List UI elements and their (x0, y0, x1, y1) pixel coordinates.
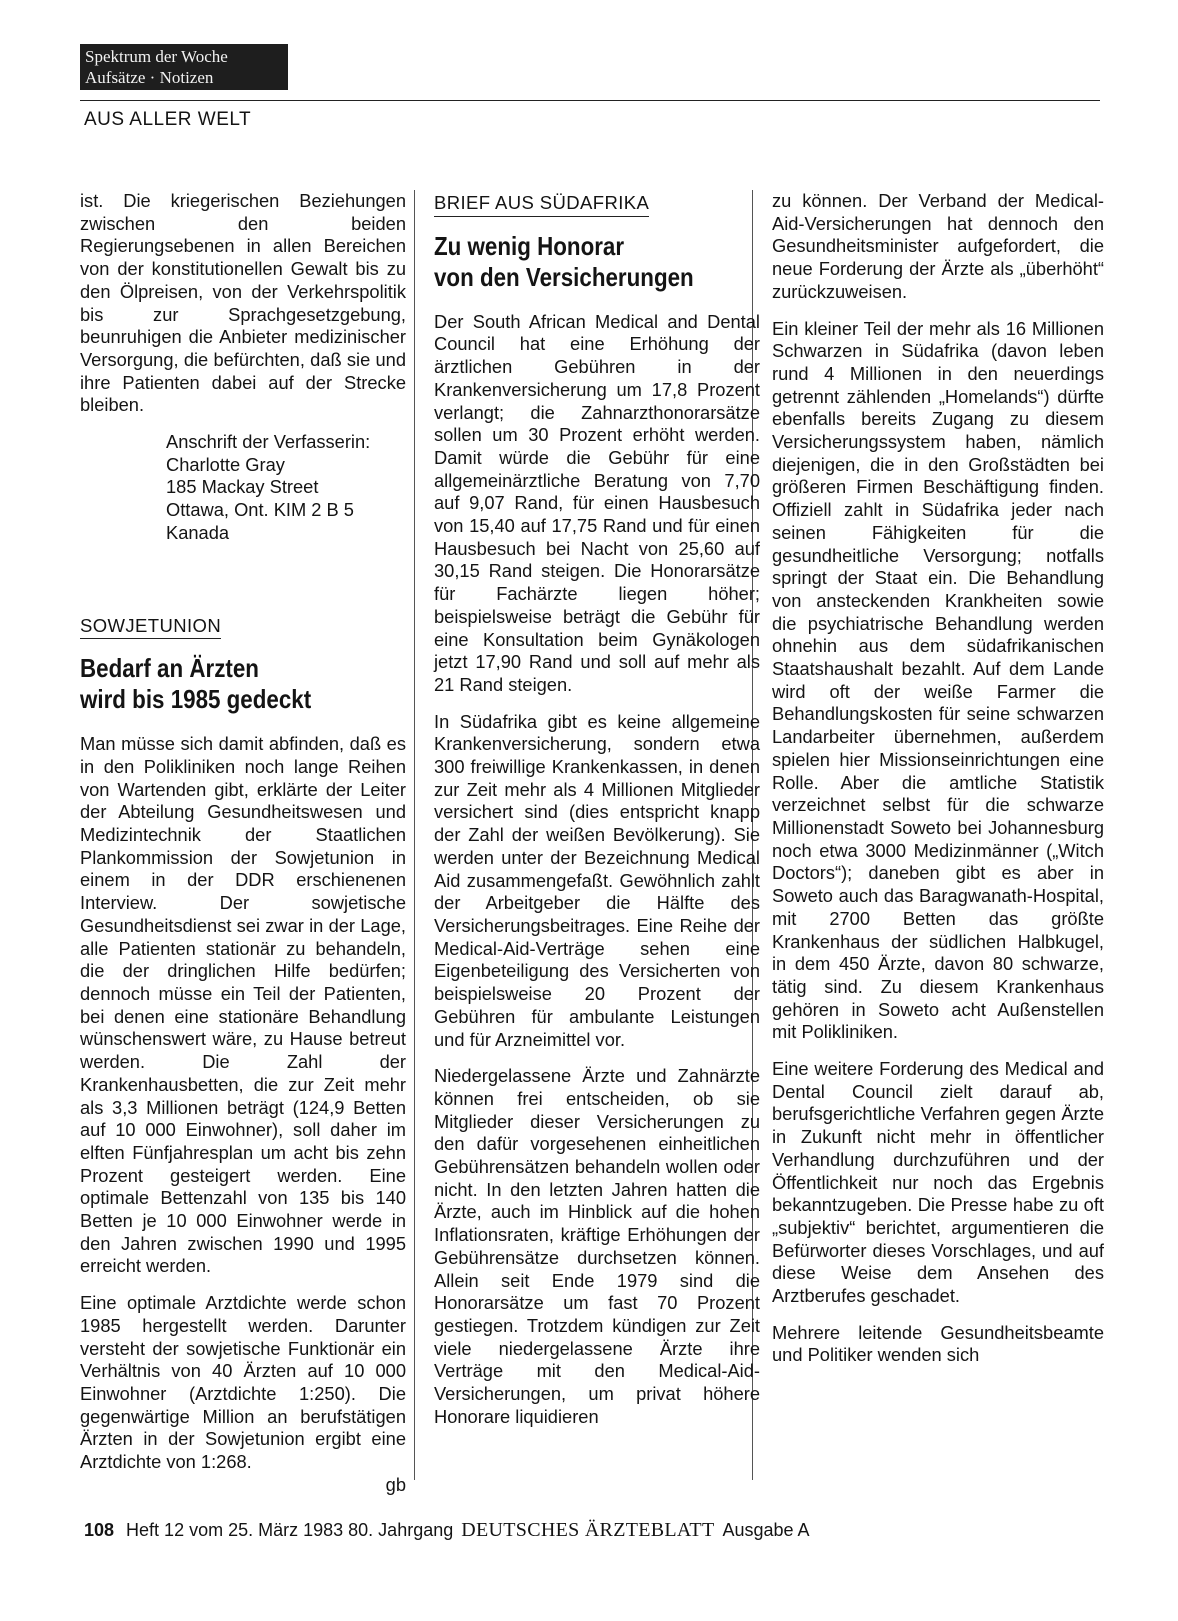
headline-line: Bedarf an Ärzten (80, 653, 259, 684)
paragraph: ist. Die kriegerischen Beziehungen zwischen den beiden Regierungsebenen in allen Bereichen von der konstitutionellen Gewalt bis zu den Ölpreisen, von der Verkehrspolitik bis zur Sprachgesetzgebung, beunruhigen die Anbieter medizinischer Versorgung, die befürchten, daß sie und ihre Patienten dabei auf der Strecke bleiben. (80, 190, 406, 416)
column-2 (434, 190, 760, 1442)
headline-line: wird bis 1985 gedeckt (80, 684, 312, 715)
author-address (166, 431, 406, 545)
paragraph: Man müsse sich damit abfinden, daß es in den Polikliniken noch lange Reihen von Wartenden gibt, erklärte der Leiter der Abteilung Gesundheitswesen und Medizintechnik der Staatlichen Plankommission der Sowjetunion in einem in der DDR erschienenen Interview. Der sowjetische Gesundheitsdienst sei zwar in der Lage, alle Patienten stationär zu behandeln, die der dringlichen Hilfe bedürfen; dennoch müsse ein Teil der Patienten, bei denen eine stationäre Behandlung wünschenswert wäre, zu Hause betreut werden. Die Zahl der Krankenhausbetten, die zur Zeit mehr als 3,3 Millionen beträgt (124,9 Betten auf 10 000 Einwohner), soll daher im elften Fünfjahresplan um acht bis zehn Prozent gesteigert werden. Eine optimale Bettenzahl von 135 bis 140 Betten je 10 000 Einwohner werde in den Jahren zwischen 1990 und 1995 erreicht werden. (80, 733, 406, 1277)
edition-label: Ausgabe A (722, 1520, 810, 1540)
address-line: 185 Mackay Street (166, 476, 319, 498)
article-headline (80, 653, 360, 715)
section-header-box (80, 44, 288, 90)
address-line: Ottawa, Ont. KIM 2 B 5 (166, 499, 354, 521)
column-divider-1 (414, 190, 415, 1480)
author-initials: gb (385, 1473, 406, 1495)
column-1 (80, 190, 406, 1496)
paragraph: Der South African Medical and Dental Council hat eine Erhöhung der ärztlichen Gebühren in der Krankenversicherung um 17,8 Prozent verlangt; die Zahnarzthonorarsätze sollen um 30 Prozent erhöht werden. Damit würde die Gebühr für eine allgemeinärztliche Beratung von 7,70 auf 9,07 Rand, für einen Hausbesuch von 15,40 auf 17,75 Rand und für einen Hausbesuch bei Nacht von 25,60 auf 30,15 Rand steigen. Die Honorarsätze für Fachärzte liegen höher; beispielsweise beträgt die Gebühr für eine Konsultation beim Gynäkologen jetzt 17,90 Rand und soll auf mehr als 21 Rand steigen. (434, 310, 760, 695)
address-line: Charlotte Gray (166, 453, 285, 475)
page-footer (84, 1519, 810, 1542)
article-kicker: BRIEF AUS SÜDAFRIKA (434, 192, 649, 217)
section-title: AUS ALLER WELT (84, 109, 252, 130)
header-rule (80, 100, 1100, 101)
author-signature-row (80, 1474, 406, 1497)
paragraph: Eine optimale Arztdichte werde schon 1985 hergestellt werden. Darunter versteht der sowjetische Funktionär ein Verhältnis von 40 Ärzten auf 10 000 Einwohner (Arztdichte 1:250). Die gegenwärtige Million an berufstätigen Ärzten in der Sowjetunion ergibt eine Arztdichte von 1:268. (80, 1292, 406, 1473)
paragraph: Eine weitere Forderung des Medical and Dental Council zielt darauf ab, berufsgerichtliche Verfahren gegen Ärzte in Zukunft nicht mehr in öffentlicher Verhandlung durchzuführen und der Öffentlichkeit nur noch das Ergebnis bekanntzugeben. Die Presse habe zu oft „subjektiv“ berichtet, argumentieren die Befürworter dieses Vorschlages, und auf diese Weise dem Ansehen des Arztberufes geschadet. (772, 1058, 1104, 1307)
paragraph: zu können. Der Verband der Medical-Aid-Versicherungen hat dennoch den Gesundheitsminister aufgefordert, die neue Forderung der Ärzte als „überhöht“ zurückzuweisen. (772, 190, 1104, 302)
page-number: 108 (84, 1520, 115, 1540)
paragraph: Mehrere leitende Gesundheitsbeamte und Politiker wenden sich (772, 1321, 1104, 1366)
address-line: Kanada (166, 521, 230, 543)
header-line-2: Aufsätze · Notizen (85, 68, 214, 87)
article-kicker: SOWJETUNION (80, 615, 221, 640)
issue-info: Heft 12 vom 25. März 1983 80. Jahrgang (126, 1520, 454, 1540)
journal-name: DEUTSCHES ÄRZTEBLATT (461, 1519, 715, 1541)
headline-line: von den Versicherungen (434, 261, 694, 292)
paragraph: In Südafrika gibt es keine allgemeine Krankenversicherung, sondern etwa 300 freiwillige Krankenkassen, in denen zur Zeit mehr als 4 Millionen Mitglieder versichert sind (dies entspricht knapp der Zahl der weißen Bevölkerung). Sie werden unter der Bezeichnung Medical Aid zusammengefaßt. Gewöhnlich zahlt der Arbeitgeber die Hälfte des Versicherungsbeitrages. Eine Reihe der Medical-Aid-Verträge sehen eine Eigenbeteiligung des Versicherten von beispielsweise 20 Prozent der Gebühren für ambulante Leistungen und für Arzneimittel vor. (434, 710, 760, 1050)
article-headline (434, 231, 714, 293)
paragraph: Niedergelassene Ärzte und Zahnärzte können frei entscheiden, ob sie Mitglieder dieser Versicherungen zu den dafür vorgesehenen einheitlichen Gebührensätzen behandeln wollen oder nicht. In den letzten Jahren hatten die Ärzte, auch im Hinblick auf die hohen Inflationsraten, kräftige Erhöhungen der Gebührensätze durchsetzen können. Allein seit Ende 1979 sind die Honorarsätze um fast 70 Prozent gestiegen. Trotzdem kündigen zur Zeit viele niedergelassene Ärzte ihre Verträge mit den Medical-Aid-Versicherungen, um privat höhere Honorare liquidieren (434, 1065, 760, 1427)
address-line: Anschrift der Verfasserin: (166, 431, 371, 453)
headline-line: Zu wenig Honorar (434, 230, 625, 261)
header-line-1: Spektrum der Woche (85, 47, 228, 66)
column-3 (772, 190, 1104, 1381)
paragraph: Ein kleiner Teil der mehr als 16 Millionen Schwarzen in Südafrika (davon leben rund 4 Millionen in den neuerdings getrennt zählenden „Homelands“) dürfte ebenfalls bereits Zugang zu diesem Versicherungssystem haben, nämlich diejenigen, die in den Großstädten bei größeren Firmen Beschäftigung finden. Offiziell zahlt in Südafrika jeder nach seinen Fähigkeiten für die gesundheitliche Versorgung; notfalls springt der Staat ein. Die Behandlung von ansteckenden Krankheiten sowie die psychiatrische Behandlung werden ohnehin aus dem südafrikanischen Staatshaushalt bezahlt. Auf dem Lande wird oft der weiße Farmer die Behandlungskosten für seine schwarzen Landarbeiter übernehmen, außerdem spielen hier Missionseinrichtungen eine Rolle. Aber die amtliche Statistik verzeichnet selbst für die schwarze Millionenstadt Soweto bei Johannesburg noch etwa 3000 Medizinmänner („Witch Doctors“); daneben gibt es aber in Soweto auch das Baragwanath-Hospital, mit 2700 Betten das größte Krankenhaus der südlichen Halbkugel, in dem 450 Ärzte, davon 80 schwarze, tätig sind. Zu diesem Krankenhaus gehören in Soweto acht Außenstellen mit Polikliniken. (772, 317, 1104, 1043)
